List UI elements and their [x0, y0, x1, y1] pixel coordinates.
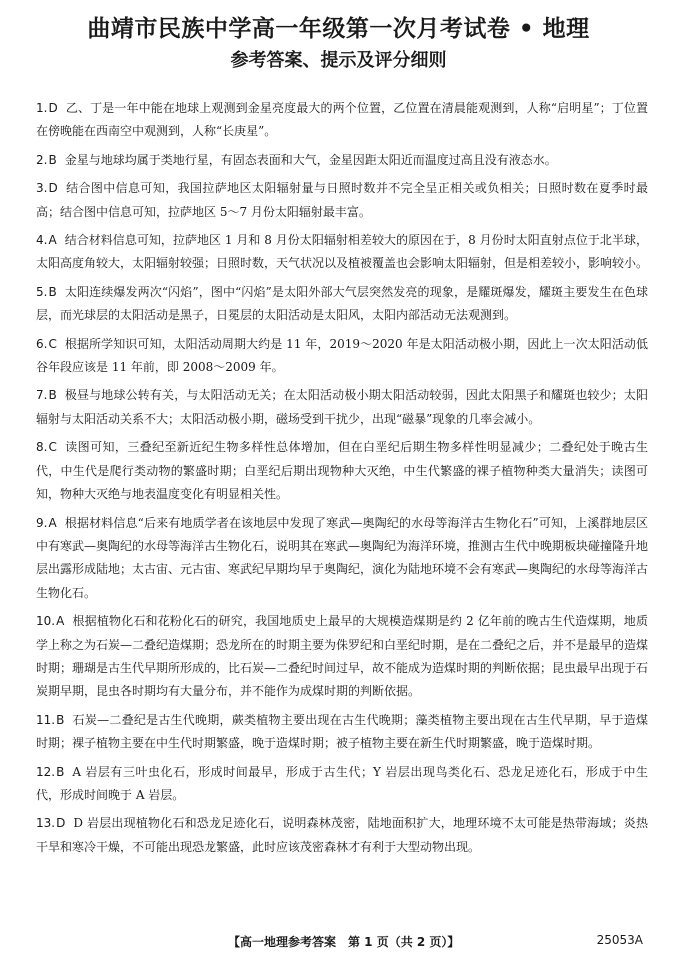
- answer-key: B: [48, 152, 57, 167]
- answer-key: A: [48, 515, 57, 530]
- answer-key: D: [56, 816, 66, 831]
- answer-item: [36, 384, 648, 431]
- question-number: 13.: [36, 816, 56, 831]
- answer-key: B: [56, 712, 65, 727]
- answer-explanation: A 岩层有三叶虫化石，形成时间最早，形成于古生代；Y 岩层出现鸟类化石、恐龙足迹化石，形成于中生代，形成时间晚于 A 岩层。: [36, 764, 648, 802]
- answer-explanation: 结合图中信息可知，我国拉萨地区太阳辐射量与日照时数并不完全呈正相关或负相关；日照时数在夏季时最高；结合图中信息可知，拉萨地区 5～7 月份太阳辐射最丰富。: [36, 181, 648, 219]
- answer-item: [36, 436, 648, 506]
- answer-key: A: [56, 614, 65, 629]
- answer-key: B: [48, 388, 57, 403]
- answer-explanation: 根据植物化石和花粉化石的研究，我国地质史上最早的大规模造煤期是约 2 亿年前的晚古生代造煤期，地质学上称之为石炭—二叠纪造煤期；恐龙所在的时期主要为侏罗纪和白垩纪时期，是在二叠纪之后，并不是最早的造煤时期；珊瑚是古生代早期所形成的，比石炭—二叠纪时间过早，故不能成为造煤时期的判断依据；昆虫最早出现于石炭期早期，昆虫各时期均有大量分布，并不能作为成煤时期的判断依据。: [36, 614, 649, 699]
- answer-explanation: 石炭—二叠纪是古生代晚期，蕨类植物主要出现在古生代晚期；藻类植物主要出现在古生代早期，早于造煤时期；裸子植物主要在中生代时期繁盛，晚于造煤时期；被子植物主要在新生代时期繁盛，晚于造煤时期。: [36, 712, 648, 751]
- answer-key: D: [48, 181, 58, 196]
- question-number: 2.: [36, 152, 48, 167]
- answer-explanation: 太阳连续爆发两次“闪焰”，图中“闪焰”是太阳外部大气层突然发亮的现象，是耀斑爆发，耀斑主要发生在色球层，而光球层的太阳活动是黑子，日冕层的太阳活动是太阳风，太阳内部活动无法观测到。: [36, 284, 648, 323]
- answer-explanation: 极昼与地球公转有关，与太阳活动无关；在太阳活动极小期太阳活动较弱，因此太阳黑子和耀斑也较少；太阳辐射与太阳活动关系不大；太阳活动极小期，磁场受到干扰少，出现“磁暴”现象的几率会减小。: [36, 388, 648, 426]
- answer-explanation: 根据材料信息“后来有地质学者在该地层中发现了寒武—奥陶纪的水母等海洋古生物化石”可知，上溪群地层区中有寒武—奥陶纪的水母等海洋古生物化石，说明其在寒武—奥陶纪为海洋环境，推测古生代中晚期板块碰撞隆升地层出露形成陆地；太古宙、元古宙、寒武纪早期均早于奥陶纪，演化为陆地环境不会有寒武—奥陶纪的水母等海洋古生物化石。: [36, 515, 649, 600]
- answer-explanation: 结合材料信息可知，拉萨地区 1 月和 8 月份太阳辐射相差较大的原因在于，8 月份时太阳直射点位于北半球，太阳高度角较大，太阳辐射较强；日照时数，天气状况以及植被覆盖也会影响太阳辐射，但是相差较小，影响较小。: [36, 233, 649, 271]
- answer-key: D: [48, 101, 58, 115]
- answer-explanation: 金星与地球均属于类地行星，有固态表面和大气，金星因距太阳近而温度过高且没有液态水。: [64, 152, 557, 167]
- question-number: 10.: [36, 614, 56, 629]
- answer-item: [36, 97, 648, 144]
- answer-item: [36, 761, 648, 808]
- answer-item: [36, 709, 648, 756]
- question-number: 4.: [36, 233, 48, 248]
- question-number: 8.: [36, 440, 48, 455]
- question-number: 3.: [36, 181, 48, 196]
- answer-explanation: 读图可知，三叠纪至新近纪生物多样性总体增加，但在白垩纪后期生物多样性明显减少；二叠纪处于晚古生代，中生代是爬行类动物的繁盛时期；白垩纪后期出现物种大灭绝，中生代繁盛的裸子植物种类大量消失；读图可知，物种大灭绝与地表温度变化有明显相关性。: [36, 440, 648, 502]
- answer-key: C: [48, 440, 57, 455]
- question-number: 7.: [36, 388, 48, 403]
- answer-item: [36, 812, 648, 859]
- question-number: 6.: [36, 336, 48, 351]
- answer-item: [36, 333, 648, 380]
- question-number: 5.: [36, 284, 48, 299]
- answer-explanation: 乙、丁是一年中能在地球上观测到金星亮度最大的两个位置，乙位置在清晨能观测到，人称“启明星”；丁位置在傍晚能在西南空中观测到，人称“长庚星”。: [36, 101, 648, 139]
- answer-item: [36, 177, 648, 224]
- answer-item: [36, 229, 648, 276]
- answer-list: [36, 97, 648, 864]
- answer-explanation: D 岩层出现植物化石和恐龙足迹化石，说明森林茂密，陆地面积扩大，地理环境不太可能是热带海域；炎热干旱和寒冷干燥，不可能出现恐龙繁盛，此时应该茂密森林才有利于大型动物出现。: [36, 816, 648, 854]
- question-number: 12.: [36, 764, 56, 779]
- answer-item: [36, 281, 648, 328]
- answer-item: [36, 149, 648, 172]
- page-subtitle: 参考答案、提示及评分细则: [230, 50, 447, 71]
- paper-code: 25053A: [596, 933, 643, 947]
- answer-key: C: [48, 336, 57, 351]
- question-number: 1.: [36, 101, 48, 115]
- answer-key: B: [48, 284, 57, 299]
- page-title: 曲靖市民族中学高一年级第一次月考试卷 • 地理: [87, 16, 590, 42]
- question-number: 11.: [36, 712, 56, 727]
- answer-explanation: 根据所学知识可知，太阳活动周期大约是 11 年，2019～2020 年是太阳活动极小期，因此上一次太阳活动低谷年段应该是 11 年前，即 2008～2009 年。: [36, 336, 648, 375]
- answer-item: [36, 610, 648, 704]
- answer-item: [36, 512, 648, 606]
- page-footer: 【高一地理参考答案 第 1 页（共 2 页）】: [228, 935, 460, 949]
- question-number: 9.: [36, 515, 48, 530]
- answer-key: A: [48, 233, 57, 248]
- answer-key: B: [56, 764, 65, 779]
